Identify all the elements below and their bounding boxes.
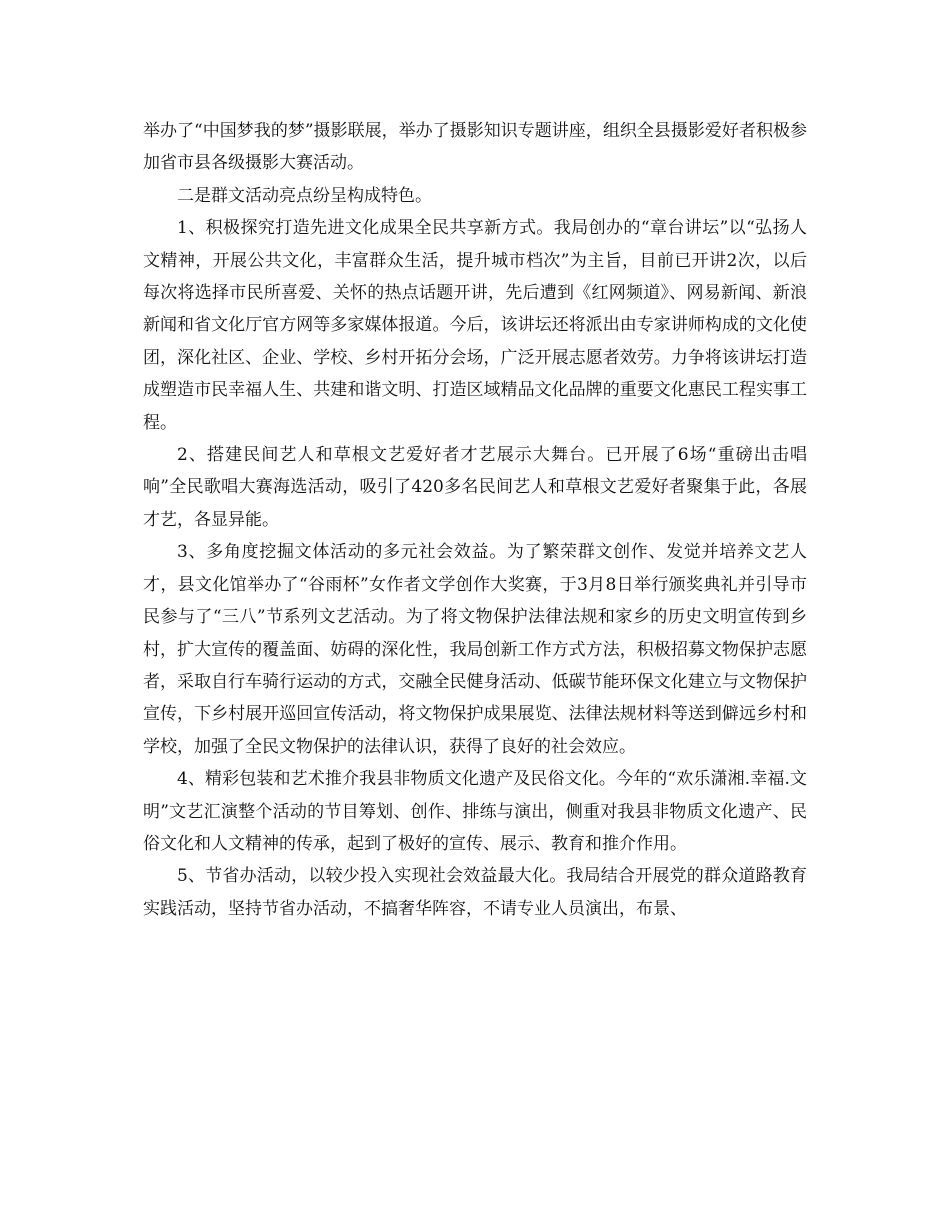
paragraph-item-5: 5、节省办活动，以较少投入实现社会效益最大化。我局结合开展党的群众道路教育实践活动，坚持节省办活动，不搞奢华阵容，不请专业人员演出，布景、 (143, 866, 807, 919)
paragraph-item-3: 3、多角度挖掘文体活动的多元社会效益。为了繁荣群文创作、发觉并培养文艺人才，县文化馆举办了“谷雨杯”女作者文学创作大奖赛，于3月8日举行颁奖典礼并引导市民参与了“三八”节系列文艺活动。为了将文物保护法律法规和家乡的历史文明宣传到乡村，扩大宣传的覆盖面、妨碍的深化性，我局创新工作方式方法，积极招募文物保护志愿者，采取自行车骑行运动的方式，交融全民健身活动、低碳节能环保文化建立与文物保护宣传，下乡村展开巡回宣传活动，将文物保护成果展览、法律法规材料等送到僻远乡村和学校，加强了全民文物保护的法律认识，获得了良好的社会效应。 (143, 542, 807, 757)
paragraph-section-heading: 二是群文活动亮点纷呈构成特色。 (177, 185, 432, 206)
paragraph-item-2: 2、搭建民间艺人和草根文艺爱好者才艺展示大舞台。已开展了6场“重磅出击唱响”全民歌唱大赛海选活动，吸引了420多名民间艺人和草根文艺爱好者聚集于此，各展才艺，各显异能。 (143, 445, 807, 530)
paragraph-item-1: 1、积极探究打造先进文化成果全民共享新方式。我局创办的“章台讲坛”以“弘扬人文精神，开展公共文化，丰富群众生活，提升城市档次”为主旨，目前已开讲2次，以后每次将选择市民所喜爱、关怀的热点话题开讲，先后遭到《红网频道》、网易新闻、新浪新闻和省文化厅官方网等多家媒体报道。今后，该讲坛还将派出由专家讲师构成的文化使团，深化社区、企业、学校、乡村开拓分会场，广泛开展志愿者效劳。力争将该讲坛打造成塑造市民幸福人生、共建和谐文明、打造区域精品文化品牌的重要文化惠民工程实事工程。 (143, 218, 807, 433)
document-page (143, 115, 807, 925)
paragraph-item-4: 4、精彩包装和艺术推介我县非物质文化遗产及民俗文化。今年的“欢乐潇湘.幸福.文明”文艺汇演整个活动的节目筹划、创作、排练与演出，侧重对我县非物质文化遗产、民俗文化和人文精神的传承，起到了极好的宣传、展示、教育和推介作用。 (143, 769, 807, 854)
paragraph-photography-exhibition: 举办了“中国梦我的梦”摄影联展，举办了摄影知识专题讲座，组织全县摄影爱好者积极参加省市县各级摄影大赛活动。 (143, 121, 807, 174)
